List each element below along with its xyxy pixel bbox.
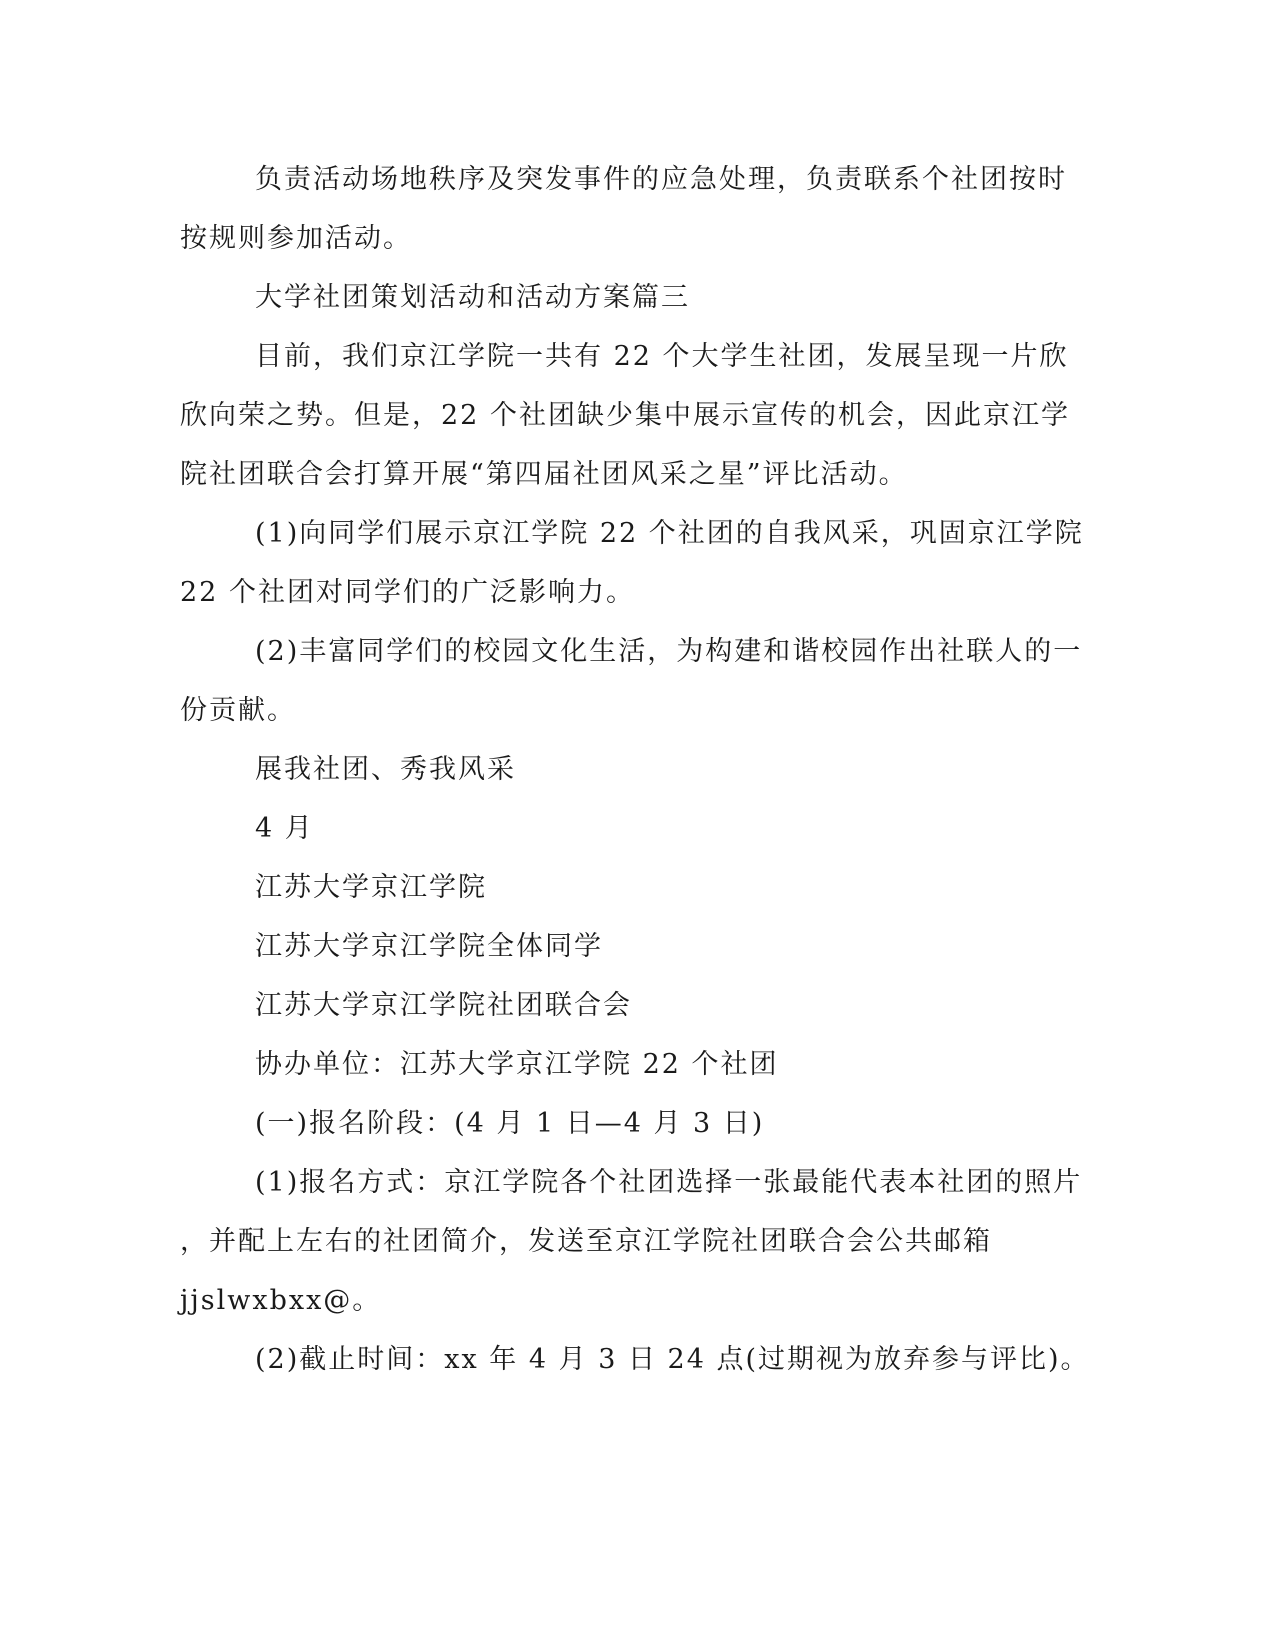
body-paragraph-line: 欣向荣之势。但是，22 个社团缺少集中展示宣传的机会，因此京江学 xyxy=(180,400,1070,431)
body-paragraph-line: 22 个社团对同学们的广泛影响力。 xyxy=(180,577,635,608)
body-paragraph-line: (2)丰富同学们的校园文化生活，为构建和谐校园作出社联人的一 xyxy=(255,636,1083,667)
activity-time: 4 月 xyxy=(255,813,314,844)
stage-heading: (一)报名阶段：(4 月 1 日—4 月 3 日) xyxy=(255,1108,765,1139)
body-paragraph-line: (2)截止时间：xx 年 4 月 3 日 24 点(过期视为放弃参与评比)。 xyxy=(255,1344,1090,1375)
activity-organizer: 江苏大学京江学院社团联合会 xyxy=(255,990,632,1021)
activity-audience: 江苏大学京江学院全体同学 xyxy=(255,931,603,962)
body-paragraph-line: 按规则参加活动。 xyxy=(180,223,412,254)
body-paragraph-line: 负责活动场地秩序及突发事件的应急处理，负责联系个社团按时 xyxy=(255,164,1067,195)
body-paragraph-line: 份贡献。 xyxy=(180,695,296,726)
activity-co-organizer: 协办单位：江苏大学京江学院 22 个社团 xyxy=(255,1049,779,1080)
section-heading: 大学社团策划活动和活动方案篇三 xyxy=(255,282,690,313)
activity-location: 江苏大学京江学院 xyxy=(255,872,487,903)
body-paragraph-line: 目前，我们京江学院一共有 22 个大学生社团，发展呈现一片欣 xyxy=(255,341,1069,372)
body-paragraph-line: ，并配上左右的社团简介，发送至京江学院社团联合会公共邮箱 xyxy=(180,1226,992,1257)
activity-theme: 展我社团、秀我风采 xyxy=(255,754,516,785)
body-paragraph-line: (1)报名方式：京江学院各个社团选择一张最能代表本社团的照片 xyxy=(255,1167,1083,1198)
email-address: jjslwxbxx@。 xyxy=(180,1285,382,1316)
body-paragraph-line: 院社团联合会打算开展“第四届社团风采之星”评比活动。 xyxy=(180,459,908,490)
body-paragraph-line: (1)向同学们展示京江学院 22 个社团的自我风采，巩固京江学院 xyxy=(255,518,1084,549)
